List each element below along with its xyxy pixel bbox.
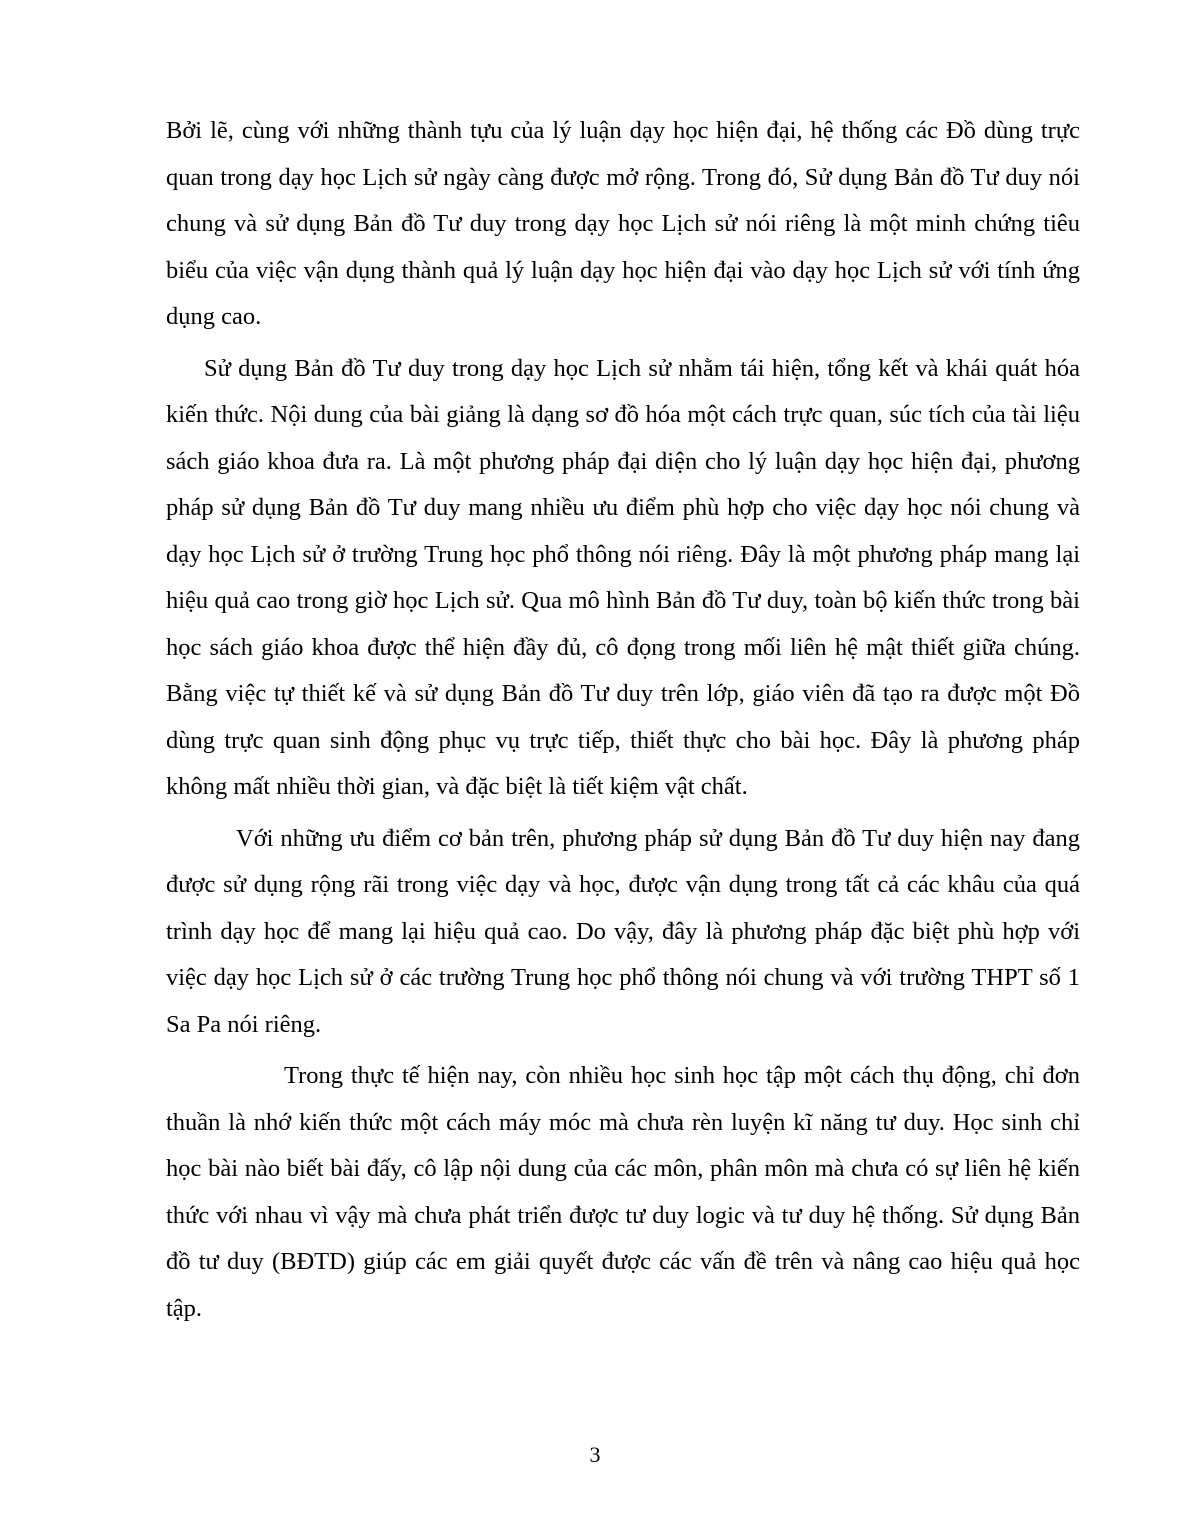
paragraph-4: Trong thực tế hiện nay, còn nhiều học sinh học tập một cách thụ động, chỉ đơn thuần là nhớ kiến thức một cách máy móc mà chưa rèn luyện kĩ năng tư duy. Học sinh chỉ học bài nào biết bài đấy, cô lập nội dung của các môn, phân môn mà chưa có sự liên hệ kiến thức với nhau vì vậy mà chưa phát triển được tư duy logic và tư duy hệ thống. Sử dụng Bản đồ tư duy (BĐTD) giúp các em giải quyết được các vấn đề trên và nâng cao hiệu quả học tập.: [166, 1062, 1080, 1322]
paragraph-3: Với những ưu điểm cơ bản trên, phương pháp sử dụng Bản đồ Tư duy hiện nay đang được sử dụng rộng rãi trong việc dạy và học, được vận dụng trong tất cả các khâu của quá trình dạy học để mang lại hiệu quả cao. Do vậy, đây là phương pháp đặc biệt phù hợp với việc dạy học Lịch sử ở các trường Trung học phổ thông nói chung và với trường THPT số 1 Sa Pa nói riêng.: [166, 824, 1080, 1038]
paragraph-2: Sử dụng Bản đồ Tư duy trong dạy học Lịch sử nhằm tái hiện, tổng kết và khái quát hóa kiến thức. Nội dung của bài giảng là dạng sơ đồ hóa một cách trực quan, súc tích của tài liệu sách giáo khoa đưa ra. Là một phương pháp đại diện cho lý luận dạy học hiện đại, phương pháp sử dụng Bản đồ Tư duy mang nhiều ưu điểm phù hợp cho việc dạy học nói chung và dạy học Lịch sử ở trường Trung học phổ thông nói riêng. Đây là một phương pháp mang lại hiệu quả cao trong giờ học Lịch sử. Qua mô hình Bản đồ Tư duy, toàn bộ kiến thức trong bài học sách giáo khoa được thể hiện đầy đủ, cô đọng trong mối liên hệ mật thiết giữa chúng. Bằng việc tự thiết kế và sử dụng Bản đồ Tư duy trên lớp, giáo viên đã tạo ra được một Đồ dùng trực quan sinh động phục vụ trực tiếp, thiết thực cho bài học. Đây là phương pháp không mất nhiều thời gian, và đặc biệt là tiết kiệm vật chất.: [166, 354, 1080, 800]
body-text: [166, 108, 1080, 1332]
paragraph-1: Bởi lẽ, cùng với những thành tựu của lý luận dạy học hiện đại, hệ thống các Đồ dùng trực quan trong dạy học Lịch sử ngày càng được mở rộng. Trong đó, Sử dụng Bản đồ Tư duy nói chung và sử dụng Bản đồ Tư duy trong dạy học Lịch sử nói riêng là một minh chứng tiêu biểu của việc vận dụng thành quả lý luận dạy học hiện đại vào dạy học Lịch sử với tính ứng dụng cao.: [166, 117, 1080, 330]
page-number: 3: [589, 1442, 601, 1467]
